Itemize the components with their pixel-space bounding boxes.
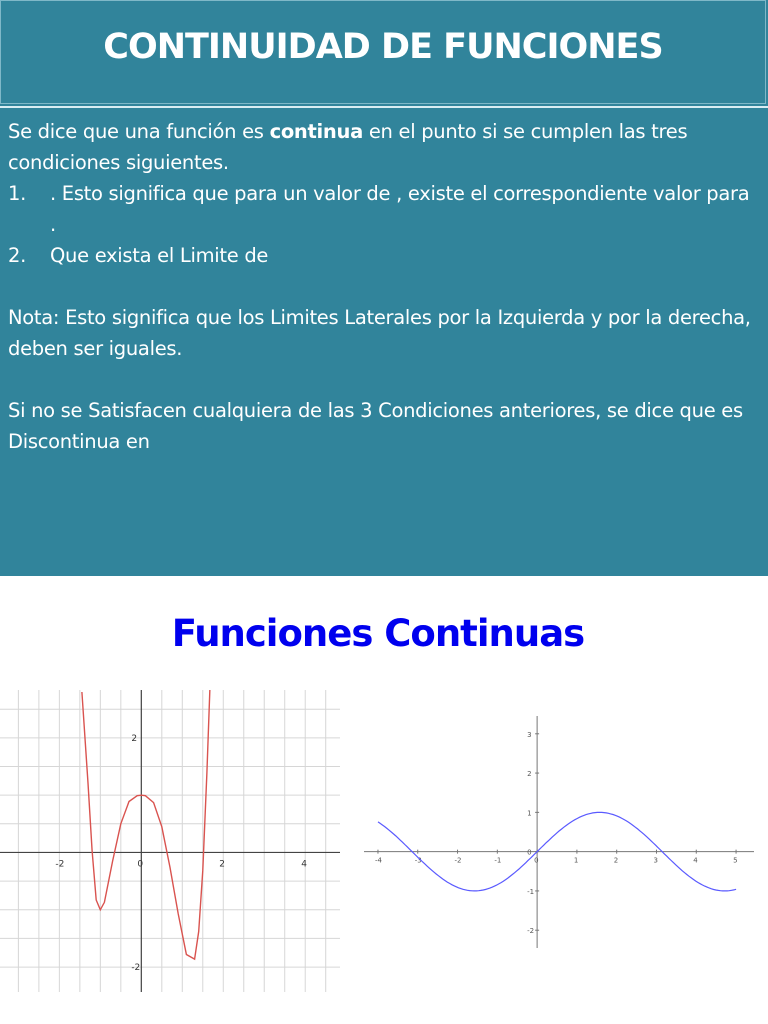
condition-item-1 [8, 178, 758, 240]
condition-number-1: 1. [8, 182, 27, 205]
x-tick-label: -4 [374, 856, 382, 865]
y-tick-label: -2 [527, 927, 535, 936]
x-tick-label: 5 [733, 856, 738, 865]
spacer [8, 271, 758, 302]
x-tick-label: 2 [219, 859, 226, 870]
x-tick-label: 0 [534, 856, 539, 865]
x-tick-label: 3 [653, 856, 658, 865]
x-tick-label: 2 [613, 856, 619, 865]
x-tick-label: 4 [301, 859, 307, 870]
definition-text [8, 116, 758, 457]
y-tick-label: -2 [131, 963, 141, 974]
condition-text-2: Que exista el Limite de [50, 244, 269, 267]
x-tick-label: -2 [55, 859, 65, 870]
polynomial-graph [0, 690, 340, 992]
nota-text: Nota: Esto significa que los Limites Laterales por la Izquierda y por la derecha, deben ser iguales. [8, 306, 751, 360]
discontinua-text: Si no se Satisfacen cualquiera de las 3 Condiciones anteriores, se dice que es Discontinua en [8, 399, 743, 453]
y-tick-label: 2 [131, 733, 138, 744]
definition-intro [8, 116, 758, 178]
x-tick-label: 4 [693, 856, 698, 865]
condition-item-2 [8, 240, 758, 271]
intro-text-a: Se dice que una función es [8, 120, 270, 143]
intro-text-b: en el punto si se cumplen las tres condiciones siguientes. [8, 120, 688, 174]
x-tick-label: -3 [414, 856, 422, 865]
sine-graph [364, 716, 754, 948]
condition-text-1: . Esto significa que para un valor de , existe el correspondiente valor para . [50, 182, 750, 236]
intro-bold-word: continua [269, 120, 363, 143]
y-tick-label: 2 [527, 770, 532, 779]
x-tick-label: -2 [454, 856, 462, 865]
page-title: CONTINUIDAD DE FUNCIONES [103, 27, 663, 67]
x-tick-label: -1 [494, 856, 502, 865]
x-tick-label: 0 [137, 859, 144, 870]
condition-number-2: 2. [8, 244, 27, 267]
x-tick-label: 1 [573, 856, 579, 865]
y-tick-label: 3 [527, 730, 532, 739]
title-box [0, 0, 766, 104]
spacer [8, 364, 758, 395]
y-tick-label: 1 [527, 809, 532, 818]
polynomial-curve [82, 690, 213, 959]
title-divider [0, 106, 768, 108]
section-title: Funciones Continuas [171, 612, 585, 655]
y-tick-label: 0 [527, 848, 532, 857]
y-tick-label: -1 [527, 887, 535, 896]
